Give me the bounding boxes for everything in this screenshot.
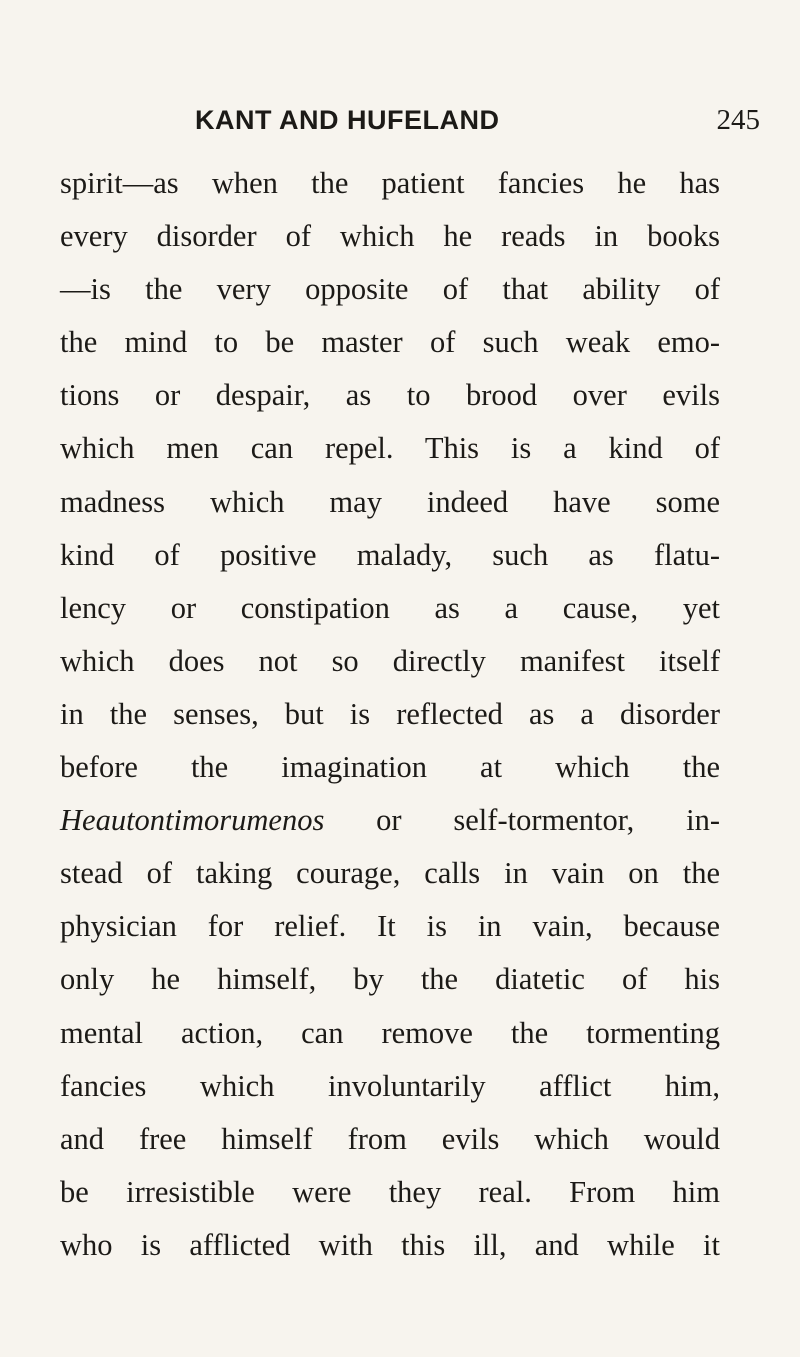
- text-line: and free himself from evils which would: [60, 1121, 720, 1156]
- text-line: [60, 800, 720, 853]
- text-line: who is afflicted with this ill, and while it: [60, 1227, 720, 1262]
- text-line: the mind to be master of such weak emo-: [60, 325, 720, 360]
- text-line: which does not so directly manifest itself: [60, 643, 720, 678]
- text-line: stead of taking courage, calls in vain on the: [60, 856, 720, 891]
- page-header: [60, 100, 760, 140]
- body-text: [60, 163, 720, 1278]
- text-line: spirit—as when the patient fancies he has: [60, 166, 720, 200]
- text-line: every disorder of which he reads in books: [60, 219, 720, 254]
- text-line: which men can repel. This is a kind of: [60, 431, 720, 466]
- text-line: madness which may indeed have some: [60, 484, 720, 519]
- text-line: physician for relief. It is in vain, because: [60, 909, 720, 944]
- text-line: tions or despair, as to brood over evils: [60, 378, 720, 413]
- text-line: before the imagination at which the: [60, 750, 720, 785]
- text-line: be irresistible were they real. From him: [60, 1174, 720, 1209]
- text-line: lency or constipation as a cause, yet: [60, 590, 720, 625]
- text-line: mental action, can remove the tormenting: [60, 1015, 720, 1050]
- page-number: 245: [716, 104, 760, 136]
- text-line: kind of positive malady, such as flatu-: [60, 537, 720, 572]
- text-line: only he himself, by the diatetic of his: [60, 962, 720, 997]
- italic-term: Heautontimorumenos: [60, 803, 325, 838]
- text-line: —is the very opposite of that ability of: [60, 272, 720, 307]
- text-fragment: or self-tormentor, in-: [324, 803, 720, 838]
- text-line: in the senses, but is reflected as a disorder: [60, 696, 720, 731]
- text-line: fancies which involuntarily afflict him,: [60, 1068, 720, 1103]
- running-head: KANT AND HUFELAND: [195, 105, 500, 135]
